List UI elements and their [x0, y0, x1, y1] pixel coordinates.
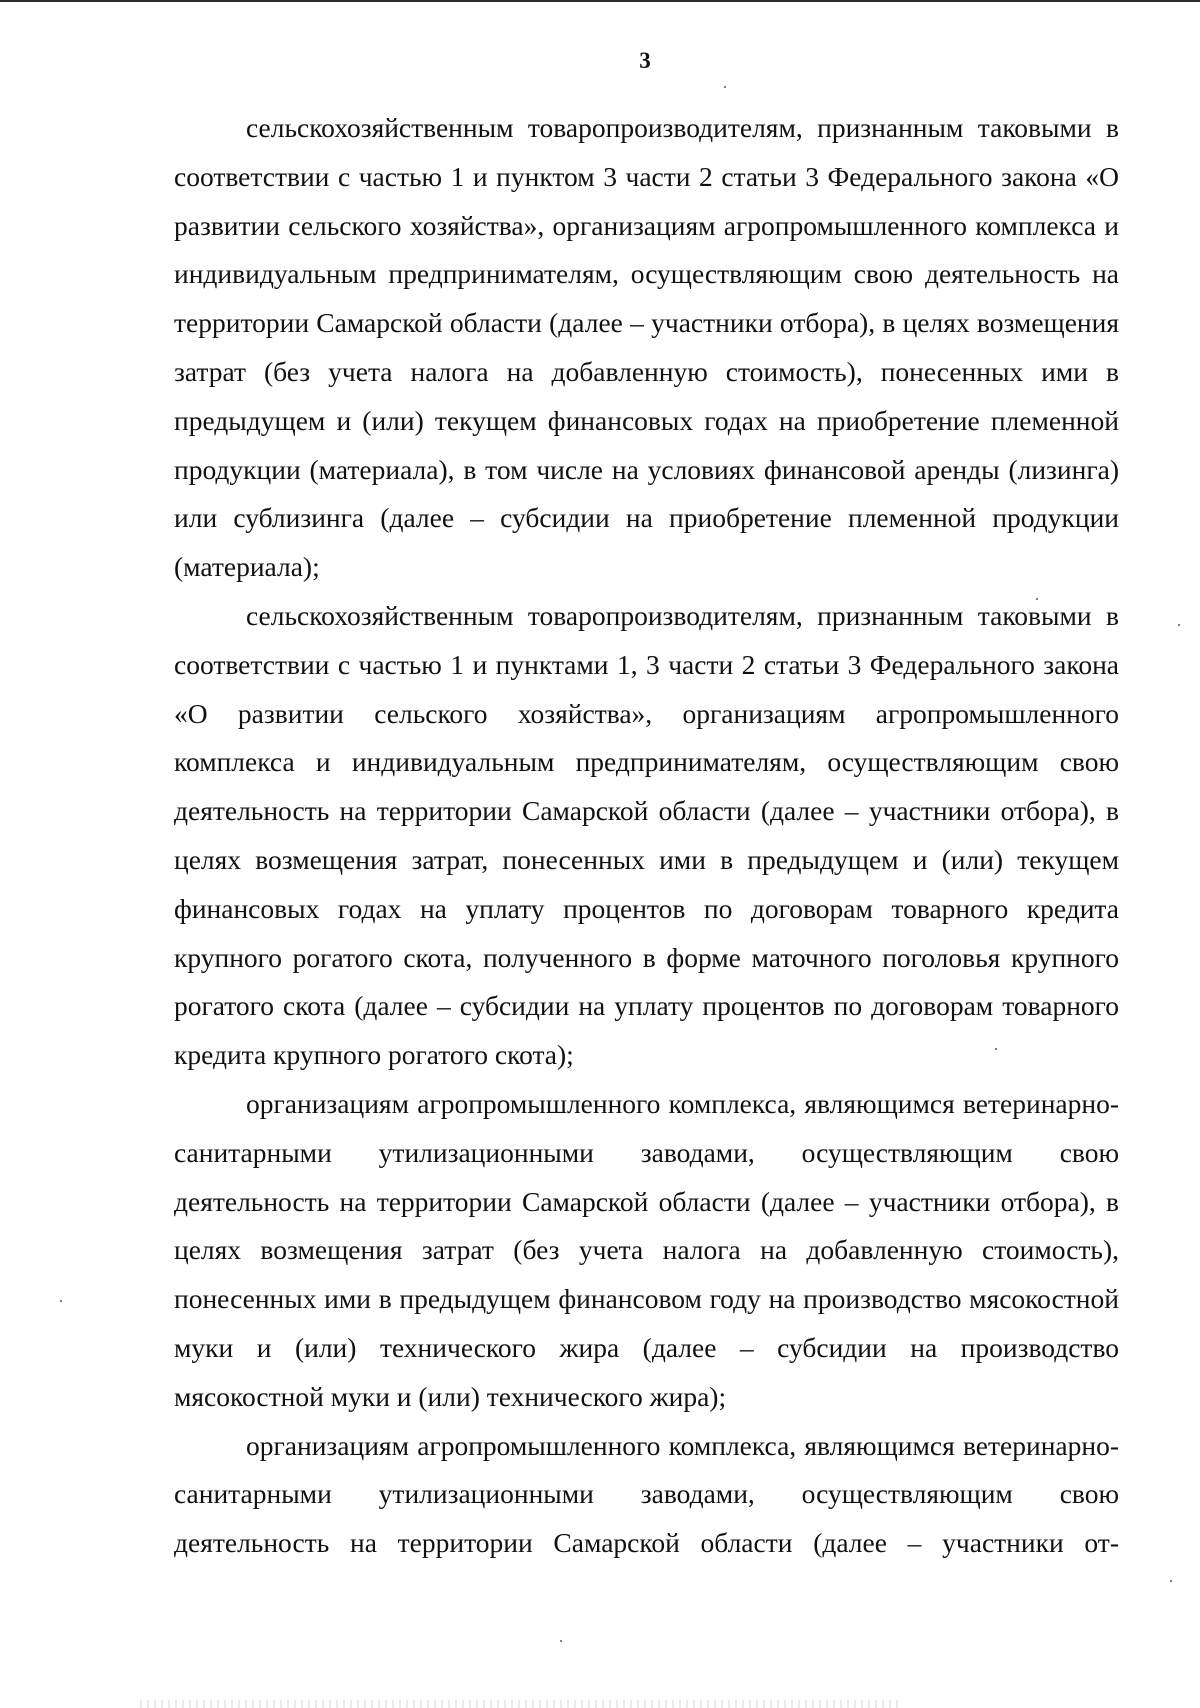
scan-speck — [995, 1048, 997, 1050]
scan-speck — [724, 86, 726, 88]
paragraph-breeding-products-subsidy: сельскохозяйственным товаропроизводителям, признанным таковыми в соответствии с частью 1 и пунктом 3 части 2 статьи 3 Федерального закона «О развитии сельского хозяйства», организациям агропромышленного комплекса и индивидуальным предпринимателям, осуществляющим свою деятельность на территории Самарской области (далее – участники отбора), в целях возмещения затрат (без учета налога на добавленную стоимость), понесенных ими в предыдущем и (или) текущем финансовых годах на приобретение племенной продукции (материала), в том числе на условиях финансовой аренды (лизинга) или сублизинга (далее – субсидии на приобретение племенной продукции (материала); — [174, 112, 1119, 583]
scan-speck — [560, 1640, 562, 1642]
paragraph-cattle-credit-interest-subsidy: сельскохозяйственным товаропроизводителям, признанным таковыми в соответствии с частью 1 и пунктами 1, 3 части 2 статьи 3 Федерального закона «О развитии сельского хозяйства», организациям агропромышленного комплекса и индивидуальным предпринимателям, осуществляющим свою деятельность на территории Самарской области (далее – участники отбора), в целях возмещения затрат, понесенных ими в предыдущем и (или) текущем финансовых годах на уплату процентов по договорам товарного кредита крупного рогатого скота, полученного в форме маточного поголовья крупного рогатого скота (далее – субсидии на уплату процентов по договорам товарного кредита крупного рогатого скота); — [174, 599, 1119, 1071]
document-body — [174, 104, 1119, 1568]
page-number: 3 — [639, 48, 651, 73]
scan-speck — [1170, 1580, 1172, 1582]
paragraph-utilization-plants-continued: организациям агропромышленного комплекса, являющимся ветеринарно-санитарными утилизационными заводами, осуществляющим свою деятельность на территории Самарской области (далее – участники от- — [174, 1429, 1119, 1559]
scan-speck — [1178, 624, 1180, 626]
scan-speck — [1036, 598, 1038, 600]
scan-speck — [60, 1300, 62, 1302]
scan-bottom-noise — [140, 1700, 900, 1708]
paragraph-meat-bone-meal-subsidy: организациям агропромышленного комплекса, являющимся ветеринарно-санитарными утилизационными заводами, осуществляющим свою деятельность на территории Самарской области (далее – участники отбора), в целях возмещения затрат (без учета налога на добавленную стоимость), понесенных ими в предыдущем финансовом году на производство мясокостной муки и (или) технического жира (далее – субсидии на производство мясокостной муки и (или) технического жира); — [174, 1087, 1119, 1412]
page-top-edge — [0, 0, 1200, 2]
